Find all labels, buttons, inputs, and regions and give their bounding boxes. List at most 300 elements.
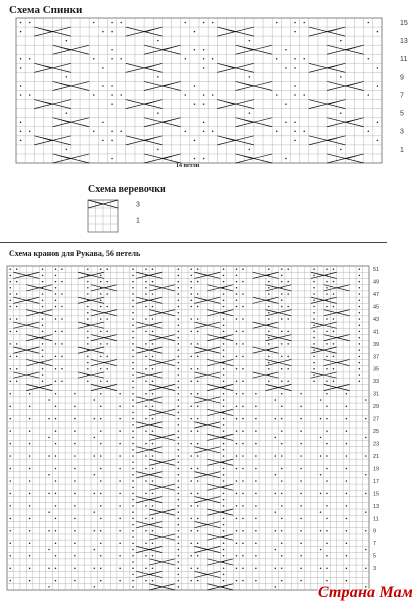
purl-dot <box>132 356 134 358</box>
purl-dot <box>9 318 11 320</box>
purl-dot <box>145 306 147 308</box>
purl-dot <box>368 94 370 96</box>
purl-dot <box>55 480 57 482</box>
purl-dot <box>359 281 361 283</box>
purl-dot <box>55 300 57 302</box>
purl-dot <box>190 331 192 333</box>
purl-dot <box>16 356 18 358</box>
purl-dot <box>346 393 348 395</box>
purl-dot <box>223 318 225 320</box>
purl-dot <box>326 306 328 308</box>
purl-dot <box>223 574 225 576</box>
purl-dot <box>333 331 335 333</box>
purl-dot <box>29 543 31 545</box>
purl-dot <box>359 324 361 326</box>
purl-dot <box>313 300 315 302</box>
purl-dot <box>29 22 31 24</box>
purl-dot <box>326 405 328 407</box>
purl-dot <box>212 131 214 133</box>
purl-dot <box>145 418 147 420</box>
purl-dot <box>249 40 251 42</box>
purl-dot <box>9 443 11 445</box>
purl-dot <box>132 486 134 488</box>
purl-dot <box>236 505 238 507</box>
watermark-logo: Страна Мам <box>317 584 413 601</box>
purl-dot <box>236 455 238 457</box>
purl-dot <box>326 443 328 445</box>
purl-dot <box>268 337 270 339</box>
purl-dot <box>100 275 102 277</box>
purl-dot <box>119 405 121 407</box>
purl-dot <box>281 443 283 445</box>
purl-dot <box>55 281 57 283</box>
purl-dot <box>94 399 96 401</box>
purl-dot <box>236 293 238 295</box>
purl-dot <box>20 67 22 69</box>
purl-dot <box>152 480 154 482</box>
sleeve-chart-row-number: 47 <box>373 291 380 298</box>
purl-dot <box>48 493 50 495</box>
purl-dot <box>157 76 159 78</box>
purl-dot <box>359 349 361 351</box>
purl-dot <box>313 381 315 383</box>
purl-dot <box>285 49 287 51</box>
purl-dot <box>197 518 199 520</box>
purl-dot <box>111 31 113 33</box>
purl-dot <box>29 505 31 507</box>
purl-dot <box>275 455 277 457</box>
purl-dot <box>185 131 187 133</box>
purl-dot <box>197 356 199 358</box>
purl-dot <box>223 480 225 482</box>
purl-dot <box>100 331 102 333</box>
purl-dot <box>294 58 296 60</box>
purl-dot <box>132 275 134 277</box>
purl-dot <box>268 306 270 308</box>
purl-dot <box>111 94 113 96</box>
purl-dot <box>242 393 244 395</box>
purl-dot <box>178 381 180 383</box>
purl-dot <box>287 368 289 370</box>
purl-dot <box>145 293 147 295</box>
purl-dot <box>242 567 244 569</box>
purl-dot <box>287 318 289 320</box>
sleeve-chart-row-number: 7 <box>373 541 377 548</box>
purl-dot <box>132 493 134 495</box>
purl-dot <box>223 268 225 270</box>
purl-dot <box>132 324 134 326</box>
purl-dot <box>74 443 76 445</box>
purl-dot <box>29 443 31 445</box>
purl-dot <box>157 149 159 151</box>
purl-dot <box>9 275 11 277</box>
purl-dot <box>275 530 277 532</box>
purl-dot <box>320 399 322 401</box>
purl-dot <box>236 418 238 420</box>
purl-dot <box>152 293 154 295</box>
purl-dot <box>194 158 196 160</box>
purl-dot <box>190 393 192 395</box>
purl-dot <box>66 149 68 151</box>
purl-dot <box>365 530 367 532</box>
purl-dot <box>255 468 257 470</box>
purl-dot <box>359 268 361 270</box>
purl-dot <box>55 318 57 320</box>
purl-dot <box>132 455 134 457</box>
purl-dot <box>74 543 76 545</box>
purl-dot <box>242 505 244 507</box>
purl-dot <box>255 567 257 569</box>
purl-dot <box>242 518 244 520</box>
purl-dot <box>132 449 134 451</box>
purl-dot <box>178 287 180 289</box>
purl-dot <box>303 131 305 133</box>
purl-dot <box>42 324 44 326</box>
purl-dot <box>119 555 121 557</box>
purl-dot <box>197 530 199 532</box>
purl-dot <box>268 343 270 345</box>
purl-dot <box>102 121 104 123</box>
purl-dot <box>94 418 96 420</box>
purl-dot <box>132 287 134 289</box>
purl-dot <box>178 387 180 389</box>
purl-dot <box>197 493 199 495</box>
purl-dot <box>100 306 102 308</box>
purl-dot <box>55 405 57 407</box>
purl-dot <box>223 399 225 401</box>
purl-dot <box>9 505 11 507</box>
sleeve-chart-row-number: 15 <box>373 491 380 498</box>
purl-dot <box>145 356 147 358</box>
purl-dot <box>340 40 342 42</box>
purl-dot <box>48 455 50 457</box>
purl-dot <box>268 312 270 314</box>
purl-dot <box>223 405 225 407</box>
purl-dot <box>87 356 89 358</box>
purl-dot <box>178 293 180 295</box>
purl-dot <box>29 480 31 482</box>
purl-dot <box>346 518 348 520</box>
purl-dot <box>29 418 31 420</box>
purl-dot <box>255 418 257 420</box>
purl-dot <box>190 455 192 457</box>
purl-dot <box>55 393 57 395</box>
purl-dot <box>145 430 147 432</box>
purl-dot <box>132 374 134 376</box>
purl-dot <box>16 293 18 295</box>
purl-dot <box>20 85 22 87</box>
purl-dot <box>255 455 257 457</box>
purl-dot <box>132 536 134 538</box>
back-chart-row-number: 11 <box>400 56 408 64</box>
purl-dot <box>132 343 134 345</box>
purl-dot <box>178 393 180 395</box>
purl-dot <box>178 574 180 576</box>
purl-dot <box>236 530 238 532</box>
purl-dot <box>119 580 121 582</box>
purl-dot <box>268 368 270 370</box>
purl-dot <box>300 518 302 520</box>
purl-dot <box>132 543 134 545</box>
purl-dot <box>300 567 302 569</box>
purl-dot <box>236 306 238 308</box>
purl-dot <box>178 343 180 345</box>
purl-dot <box>326 356 328 358</box>
purl-dot <box>190 300 192 302</box>
purl-dot <box>359 343 361 345</box>
purl-dot <box>365 549 367 551</box>
purl-dot <box>190 343 192 345</box>
purl-dot <box>178 356 180 358</box>
purl-dot <box>300 493 302 495</box>
purl-dot <box>145 580 147 582</box>
purl-dot <box>197 468 199 470</box>
purl-dot <box>242 493 244 495</box>
purl-dot <box>9 343 11 345</box>
purl-dot <box>281 555 283 557</box>
purl-dot <box>268 356 270 358</box>
purl-dot <box>178 518 180 520</box>
purl-dot <box>313 275 315 277</box>
purl-dot <box>285 121 287 123</box>
purl-dot <box>346 405 348 407</box>
purl-dot <box>100 293 102 295</box>
purl-dot <box>178 300 180 302</box>
purl-dot <box>190 306 192 308</box>
purl-dot <box>87 337 89 339</box>
purl-dot <box>268 318 270 320</box>
purl-dot <box>29 58 31 60</box>
purl-dot <box>29 405 31 407</box>
purl-dot <box>340 149 342 151</box>
purl-dot <box>236 343 238 345</box>
purl-dot <box>313 324 315 326</box>
purl-dot <box>178 275 180 277</box>
rope-chart-row-number: 3 <box>136 201 140 209</box>
purl-dot <box>100 318 102 320</box>
purl-dot <box>42 306 44 308</box>
purl-dot <box>212 22 214 24</box>
purl-dot <box>242 430 244 432</box>
purl-dot <box>93 22 95 24</box>
purl-dot <box>20 131 22 133</box>
purl-dot <box>287 381 289 383</box>
purl-dot <box>320 493 322 495</box>
purl-dot <box>74 405 76 407</box>
purl-dot <box>74 505 76 507</box>
purl-dot <box>190 418 192 420</box>
purl-dot <box>313 374 315 376</box>
purl-dot <box>9 430 11 432</box>
purl-dot <box>178 312 180 314</box>
purl-dot <box>87 306 89 308</box>
purl-dot <box>9 530 11 532</box>
purl-dot <box>55 287 57 289</box>
purl-dot <box>100 343 102 345</box>
purl-dot <box>242 455 244 457</box>
purl-dot <box>236 480 238 482</box>
purl-dot <box>223 518 225 520</box>
purl-dot <box>268 381 270 383</box>
purl-dot <box>190 468 192 470</box>
purl-dot <box>281 300 283 302</box>
purl-dot <box>236 381 238 383</box>
purl-dot <box>268 281 270 283</box>
purl-dot <box>178 524 180 526</box>
purl-dot <box>48 530 50 532</box>
purl-dot <box>94 567 96 569</box>
purl-dot <box>333 281 335 283</box>
purl-dot <box>106 268 108 270</box>
purl-dot <box>276 22 278 24</box>
purl-dot <box>236 356 238 358</box>
purl-dot <box>242 405 244 407</box>
purl-dot <box>178 306 180 308</box>
purl-dot <box>66 76 68 78</box>
purl-dot <box>275 586 277 588</box>
purl-dot <box>145 368 147 370</box>
purl-dot <box>55 368 57 370</box>
purl-dot <box>326 281 328 283</box>
purl-dot <box>178 430 180 432</box>
purl-dot <box>197 480 199 482</box>
purl-dot <box>190 480 192 482</box>
back-chart-stitch-count: 14 петли <box>176 163 200 169</box>
purl-dot <box>74 393 76 395</box>
purl-dot <box>326 555 328 557</box>
purl-dot <box>145 493 147 495</box>
purl-dot <box>9 287 11 289</box>
purl-dot <box>242 293 244 295</box>
purl-dot <box>152 468 154 470</box>
purl-dot <box>100 518 102 520</box>
purl-dot <box>223 331 225 333</box>
purl-dot <box>145 343 147 345</box>
purl-dot <box>377 85 379 87</box>
purl-dot <box>9 468 11 470</box>
purl-dot <box>100 356 102 358</box>
purl-dot <box>42 374 44 376</box>
purl-dot <box>87 281 89 283</box>
purl-dot <box>255 443 257 445</box>
purl-dot <box>294 31 296 33</box>
purl-dot <box>281 518 283 520</box>
purl-dot <box>145 443 147 445</box>
purl-dot <box>87 312 89 314</box>
purl-dot <box>61 356 63 358</box>
purl-dot <box>132 331 134 333</box>
purl-dot <box>346 493 348 495</box>
purl-dot <box>333 368 335 370</box>
purl-dot <box>100 480 102 482</box>
purl-dot <box>132 511 134 513</box>
purl-dot <box>281 543 283 545</box>
purl-dot <box>194 49 196 51</box>
purl-dot <box>320 549 322 551</box>
purl-dot <box>255 518 257 520</box>
purl-dot <box>320 418 322 420</box>
purl-dot <box>178 493 180 495</box>
purl-dot <box>281 393 283 395</box>
purl-dot <box>368 58 370 60</box>
purl-dot <box>223 324 225 326</box>
purl-dot <box>145 287 147 289</box>
purl-dot <box>197 393 199 395</box>
purl-dot <box>203 49 205 51</box>
purl-dot <box>42 281 44 283</box>
purl-dot <box>287 306 289 308</box>
purl-dot <box>223 493 225 495</box>
purl-dot <box>178 412 180 414</box>
purl-dot <box>111 140 113 142</box>
purl-dot <box>300 418 302 420</box>
purl-dot <box>29 580 31 582</box>
purl-dot <box>42 368 44 370</box>
purl-dot <box>94 493 96 495</box>
purl-dot <box>294 22 296 24</box>
purl-dot <box>294 140 296 142</box>
purl-dot <box>236 567 238 569</box>
purl-dot <box>94 437 96 439</box>
purl-dot <box>194 140 196 142</box>
purl-dot <box>326 505 328 507</box>
purl-dot <box>326 493 328 495</box>
purl-dot <box>255 505 257 507</box>
purl-dot <box>152 580 154 582</box>
purl-dot <box>203 158 205 160</box>
purl-dot <box>119 567 121 569</box>
purl-dot <box>119 518 121 520</box>
purl-dot <box>74 567 76 569</box>
purl-dot <box>320 455 322 457</box>
purl-dot <box>313 349 315 351</box>
purl-dot <box>223 281 225 283</box>
purl-dot <box>281 331 283 333</box>
purl-dot <box>61 306 63 308</box>
purl-dot <box>197 555 199 557</box>
purl-dot <box>132 281 134 283</box>
purl-dot <box>132 505 134 507</box>
purl-dot <box>178 437 180 439</box>
purl-dot <box>365 493 367 495</box>
purl-dot <box>102 31 104 33</box>
back-chart-row-number: 1 <box>400 146 404 154</box>
purl-dot <box>276 58 278 60</box>
purl-dot <box>281 293 283 295</box>
purl-dot <box>313 331 315 333</box>
sleeve-chart-row-number: 27 <box>373 416 380 423</box>
purl-dot <box>9 567 11 569</box>
sleeve-chart-row-number: 19 <box>373 466 380 473</box>
purl-dot <box>152 381 154 383</box>
sleeve-chart-row-number: 45 <box>373 304 380 311</box>
purl-dot <box>255 480 257 482</box>
purl-dot <box>326 580 328 582</box>
purl-dot <box>93 58 95 60</box>
purl-dot <box>9 580 11 582</box>
purl-dot <box>20 31 22 33</box>
purl-dot <box>102 67 104 69</box>
purl-dot <box>178 268 180 270</box>
purl-dot <box>29 455 31 457</box>
purl-dot <box>145 393 147 395</box>
purl-dot <box>333 356 335 358</box>
purl-dot <box>359 362 361 364</box>
purl-dot <box>152 268 154 270</box>
purl-dot <box>185 94 187 96</box>
purl-dot <box>197 418 199 420</box>
purl-dot <box>55 331 57 333</box>
